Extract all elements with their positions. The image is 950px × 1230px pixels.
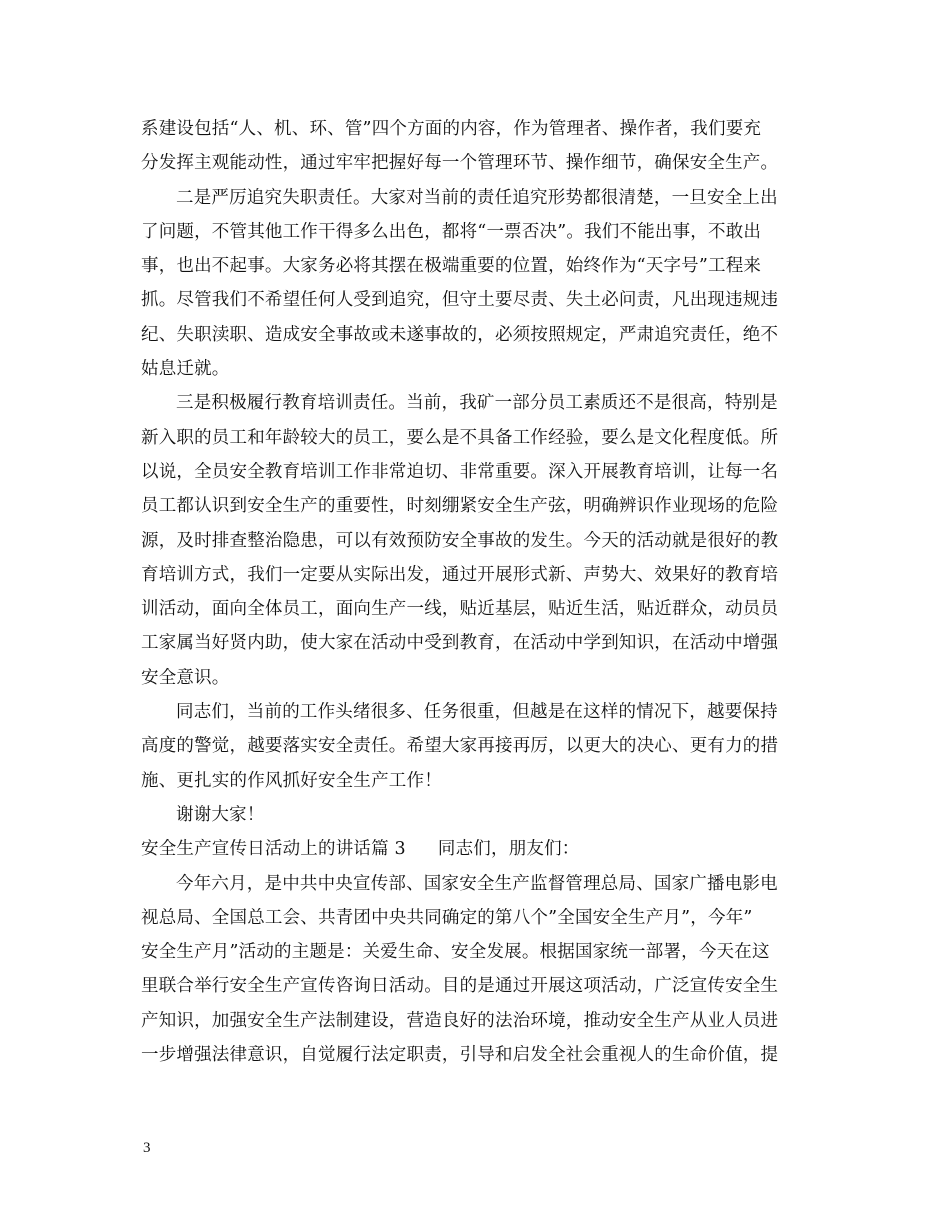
section-heading-line bbox=[141, 832, 811, 866]
text-line: 员工都认识到安全生产的重要性，时刻绷紧安全生产弦，明确辨识作业现场的危险 bbox=[141, 496, 779, 517]
text-line: 分发挥主观能动性，通过牢牢把握好每一个管理环节、操作细节，确保安全生产。 bbox=[141, 153, 779, 174]
text-line: 育培训方式，我们一定要从实际出发，通过开展形式新、声势大、效果好的教育培 bbox=[141, 564, 779, 585]
text-line: 同志们，当前的工作头绪很多、任务很重，但越是在这样的情况下，越要保持 bbox=[176, 702, 778, 723]
text-line: 今年六月，是中共中央宣传部、国家安全生产监督管理总局、国家广播电影电 bbox=[176, 873, 778, 894]
section-title: 安全生产宣传日活动上的讲话篇 3 bbox=[141, 839, 406, 860]
text-line: 系建设包括“人、机、环、管”四个方面的内容，作为管理者、操作者，我们要充 bbox=[141, 119, 762, 139]
text-line: 训活动，面向全体员工，面向生产一线，贴近基层，贴近生活，贴近群众，动员员 bbox=[141, 599, 779, 620]
text-line: 了问题，不管其他工作干得多么出色，都将“一票否决”。我们不能出事，不敢出 bbox=[141, 221, 762, 242]
text-line: 二是严厉追究失职责任。大家对当前的责任追究形势都很清楚，一旦安全上出 bbox=[176, 187, 778, 208]
text-line: 源，及时排查整治隐患，可以有效预防安全事故的发生。今天的活动就是很好的教 bbox=[141, 530, 779, 551]
text-line: 高度的警觉，越要落实安全责任。希望大家再接再厉，以更大的决心、更有力的措 bbox=[141, 736, 779, 757]
text-line: 一步增强法律意识，自觉履行法定职责，引导和启发全社会重视人的生命价值，提 bbox=[141, 1045, 779, 1066]
text-line: 抓。尽管我们不希望任何人受到追究，但守土要尽责、失土必问责，凡出现违规违 bbox=[141, 290, 779, 311]
paragraph-block bbox=[141, 112, 811, 832]
text-line: 视总局、全国总工会、共青团中央共同确定的第八个”全国安全生产月”，今年” bbox=[141, 907, 753, 928]
text-line: 谢谢大家！ bbox=[176, 804, 265, 825]
text-line: 姑息迁就。 bbox=[141, 359, 230, 380]
text-line: 里联合举行安全生产宣传咨询日活动。目的是通过开展这项活动，广泛宣传安全生 bbox=[141, 976, 779, 997]
document-body bbox=[141, 112, 811, 1072]
text-line: 产知识，加强安全生产法制建设，营造良好的法治环境，推动安全生产从业人员进 bbox=[141, 1010, 779, 1031]
text-line: 施、更扎实的作风抓好安全生产工作！ bbox=[141, 770, 442, 791]
text-line: 事，也出不起事。大家务必将其摆在极端重要的位置，始终作为“天字号”工程来 bbox=[141, 256, 762, 277]
section-greeting: 同志们，朋友们： bbox=[437, 839, 580, 860]
page-number: 3 bbox=[143, 1140, 151, 1156]
text-line: 三是积极履行教育培训责任。当前，我矿一部分员工素质还不是很高，特别是 bbox=[176, 393, 778, 414]
text-line: 安全意识。 bbox=[141, 667, 230, 688]
paragraph-block bbox=[141, 867, 811, 1073]
text-line: 纪、失职渎职、造成安全事故或未遂事故的，必须按照规定，严肃追究责任，绝不 bbox=[141, 324, 779, 345]
text-line: 工家属当好贤内助，使大家在活动中受到教育，在活动中学到知识，在活动中增强 bbox=[141, 633, 779, 654]
text-line: 安全生产月”活动的主题是：关爱生命、安全发展。根据国家统一部署，今天在这 bbox=[141, 942, 770, 963]
text-line: 以说，全员安全教育培训工作非常迫切、非常重要。深入开展教育培训，让每一名 bbox=[141, 461, 779, 482]
text-line: 新入职的员工和年龄较大的员工，要么是不具备工作经验，要么是文化程度低。所 bbox=[141, 427, 779, 448]
